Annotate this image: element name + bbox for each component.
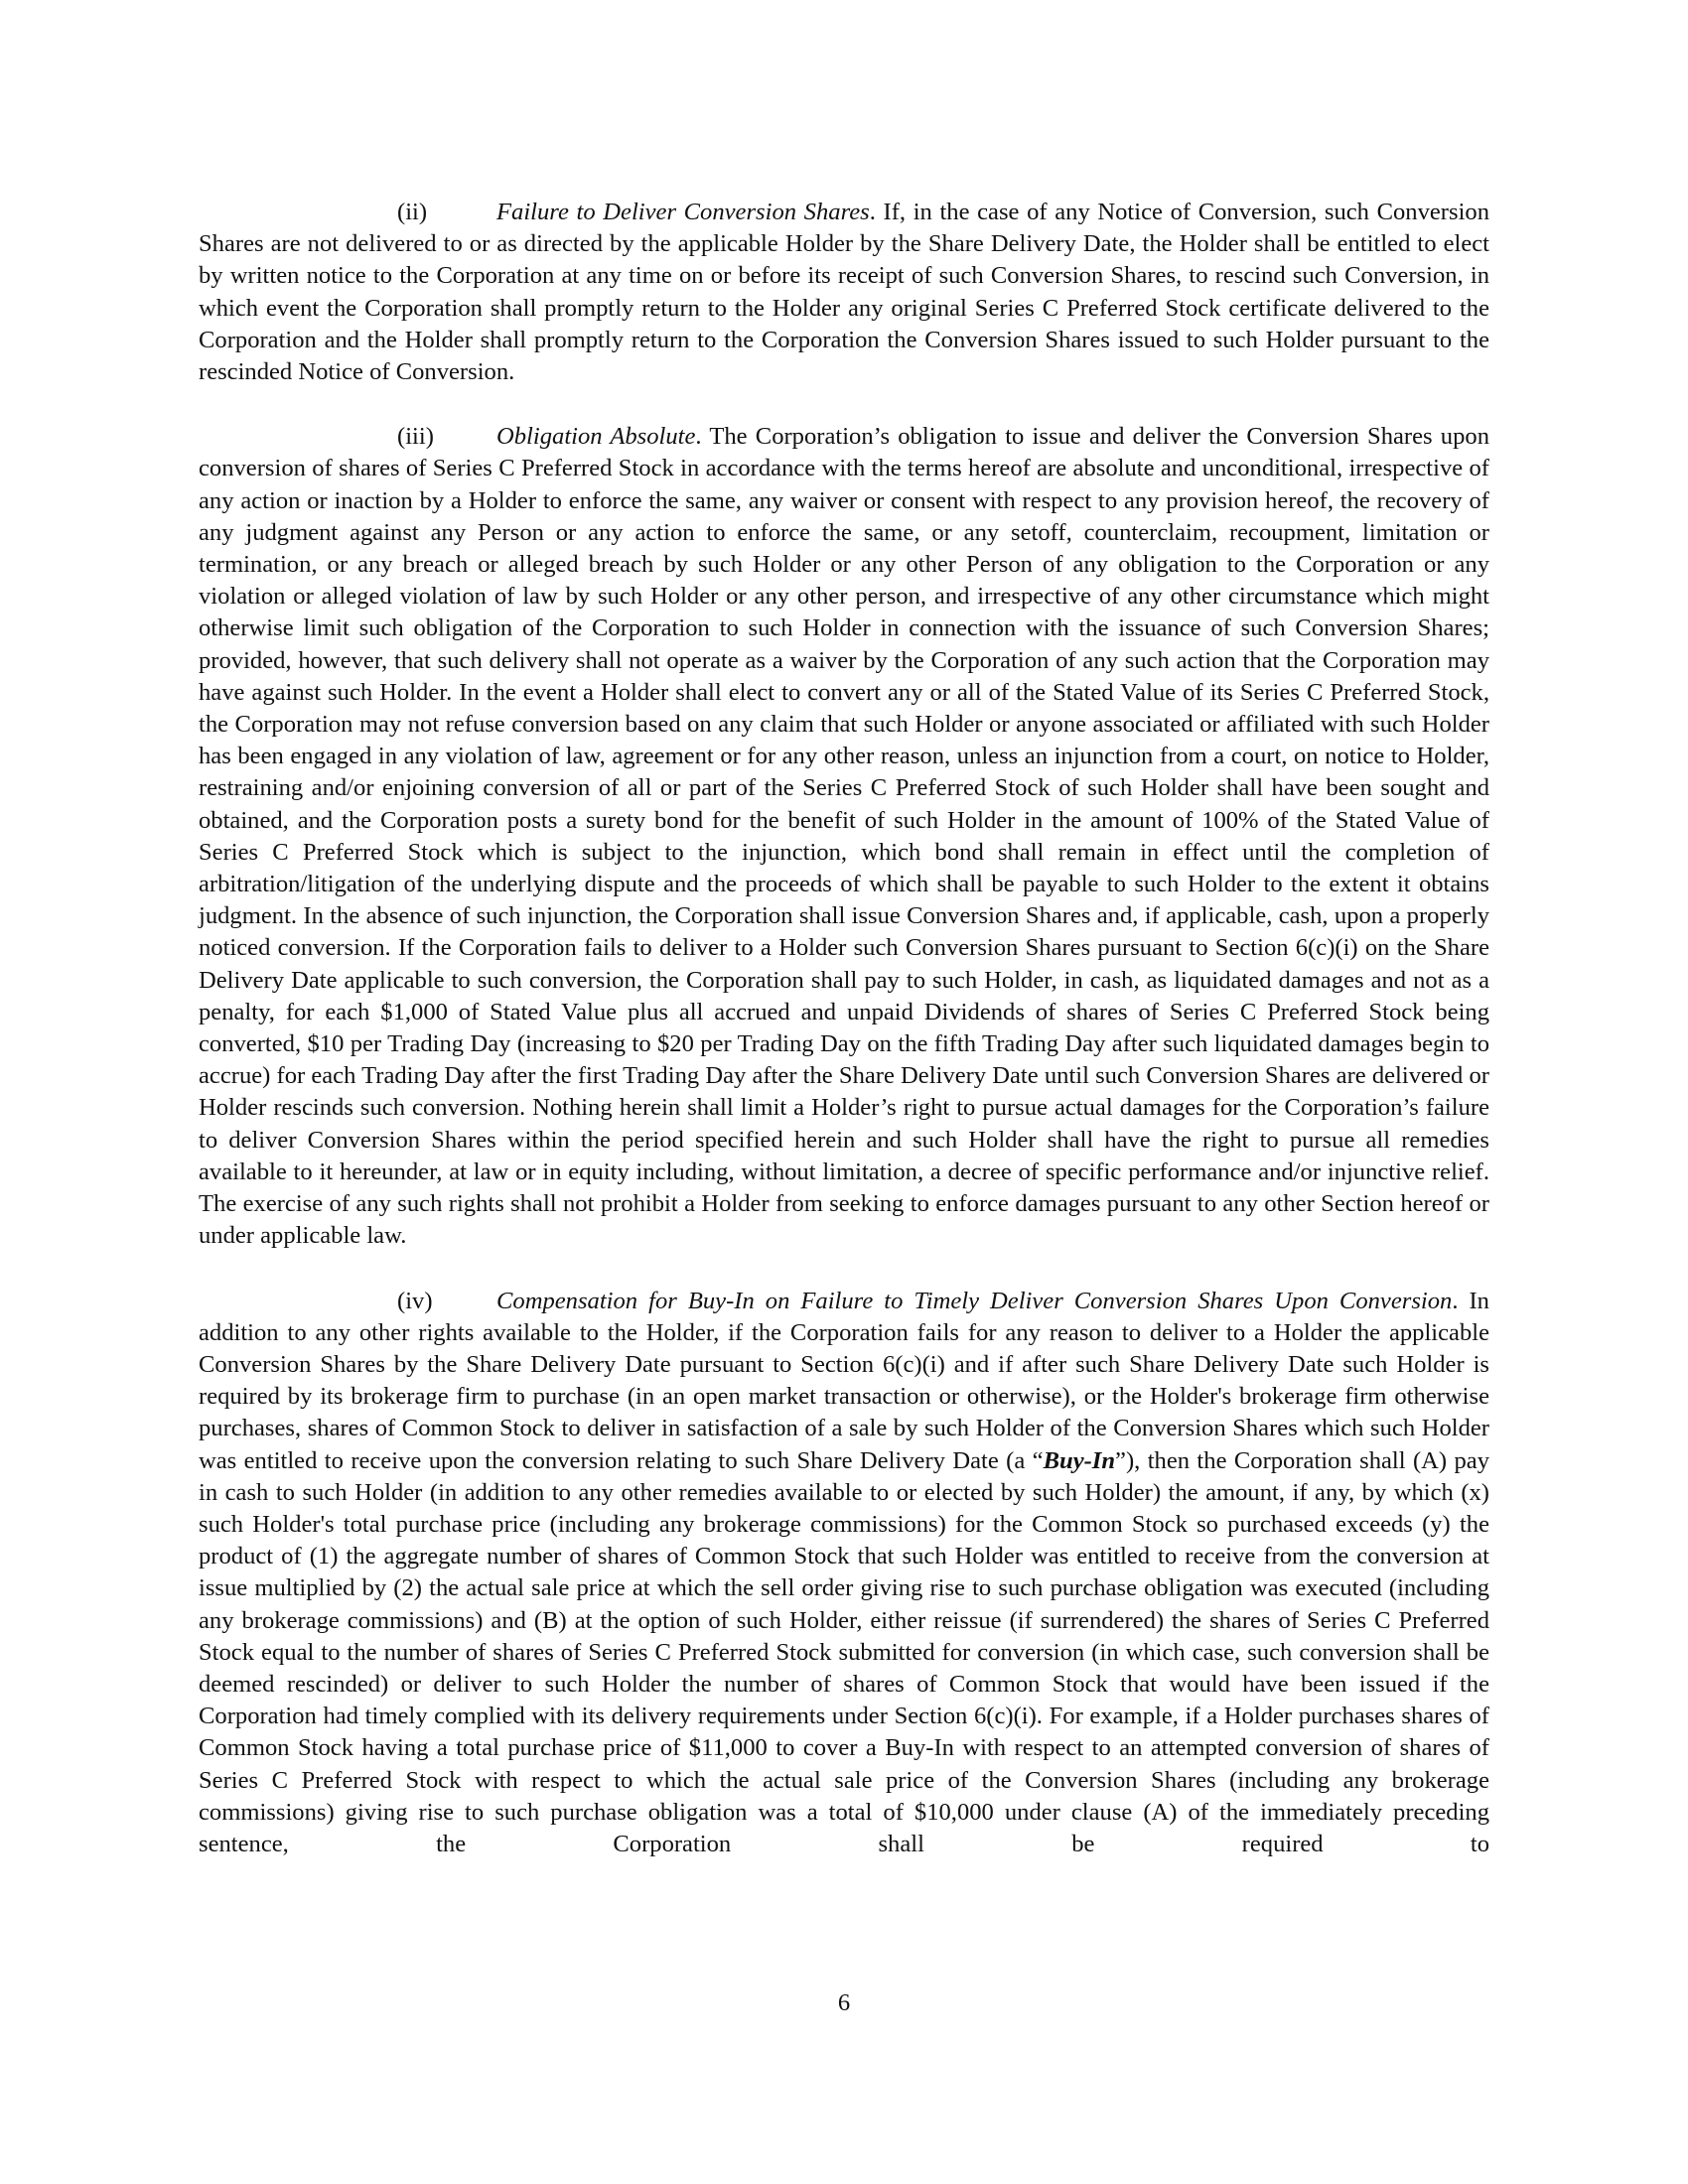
section-iii-paragraph xyxy=(199,421,1489,1252)
section-heading: Compensation for Buy-In on Failure to Timely Deliver Conversion Shares Upon Conversion xyxy=(496,1287,1453,1314)
section-number: (iv) xyxy=(397,1287,433,1314)
section-body: . In addition to any other rights available to the Holder, if the Corporation fails for any reason to deliver to a Holder the applicable Conversion Shares by the Share Delivery Date pursuant to Section 6(c)(i) and if after such Share Delivery Date such Holder is required by its brokerage firm to purchase (in an open market transaction or otherwise), or the Holder's brokerage firm otherwise purchases, shares of Common Stock to deliver in satisfaction of a sale by such Holder of the Conversion Shares which such Holder was entitled to receive upon the conversion relating to such Share Delivery Date (a “ xyxy=(199,1287,1489,1474)
section-number: (ii) xyxy=(397,199,428,225)
section-heading: Failure to Deliver Conversion Shares xyxy=(496,199,870,225)
section-number: (iii) xyxy=(397,423,434,451)
section-iv-paragraph xyxy=(199,1286,1489,1861)
section-body-continued: ”), then the Corporation shall (A) pay in cash to such Holder (in addition to any other remedies available to or elected by such Holder) the amount, if any, by which (x) such Holder's total purchase price (including any brokerage commissions) for the Common Stock so purchased exceeds (y) the product of (1) the aggregate number of shares of Common Stock that such Holder was entitled to receive from the conversion at issue multiplied by (2) the actual sale price at which the sell order giving rise to such purchase obligation was executed (including any brokerage commissions) and (B) at the option of such Holder, either reissue (if surrendered) the shares of Series C Preferred Stock equal to the number of shares of Series C Preferred Stock submitted for conversion (in which case, such conversion shall be deemed rescinded) or deliver to such Holder the number of shares of Common Stock that would have been issued if the Corporation had timely complied with its delivery requirements under Section 6(c)(i). For example, if a Holder purchases shares of Common Stock having a total purchase price of $11,000 to cover a Buy-In with respect to an attempted conversion of shares of Series C Preferred Stock with respect to which the actual sale price of the Conversion Shares (including any brokerage commissions) giving rise to such purchase obligation was a total of $10,000 under clause (A) of the immediately preceding sentence, the Corporation shall be required to xyxy=(199,1446,1490,1857)
document-page xyxy=(199,197,1489,1860)
section-ii-paragraph xyxy=(199,197,1489,388)
section-body: . The Corporation’s obligation to issue and deliver the Conversion Shares upon conversion of shares of Series C Preferred Stock in accordance with the terms hereof are absolute and unconditional, irrespective of any action or inaction by a Holder to enforce the same, any waiver or consent with respect to any provision hereof, the recovery of any judgment against any Person or any action to enforce the same, or any setoff, counterclaim, recoupment, limitation or termination, or any breach or alleged breach by such Holder or any other Person of any obligation to the Corporation or any violation or alleged violation of law by such Holder or any other person, and irrespective of any other circumstance which might otherwise limit such obligation of the Corporation to such Holder in connection with the issuance of such Conversion Shares; provided, however, that such delivery shall not operate as a waiver by the Corporation of any such action that the Corporation may have against such Holder. In the event a Holder shall elect to convert any or all of the Stated Value of its Series C Preferred Stock, the Corporation may not refuse conversion based on any claim that such Holder or anyone associated or affiliated with such Holder has been engaged in any violation of law, agreement or for any other reason, unless an injunction from a court, on notice to Holder, restraining and/or enjoining conversion of all or part of the Series C Preferred Stock of such Holder shall have been sought and obtained, and the Corporation posts a surety bond for the benefit of such Holder in the amount of 100% of the Stated Value of Series C Preferred Stock which is subject to the injunction, which bond shall remain in effect until the completion of arbitration/litigation of the underlying dispute and the proceeds of which shall be payable to such Holder to the extent it obtains judgment. In the absence of such injunction, the Corporation shall issue Conversion Shares and, if applicable, cash, upon a properly noticed conversion. If the Corporation fails to deliver to a Holder such Conversion Shares pursuant to Section 6(c)(i) on the Share Delivery Date applicable to such conversion, the Corporation shall pay to such Holder, in cash, as liquidated damages and not as a penalty, for each $1,000 of Stated Value plus all accrued and unpaid Dividends of shares of Series C Preferred Stock being converted, $10 per Trading Day (increasing to $20 per Trading Day on the fifth Trading Day after such liquidated damages begin to accrue) for each Trading Day after the first Trading Day after the Share Delivery Date until such Conversion Shares are delivered or Holder rescinds such conversion. Nothing herein shall limit a Holder’s right to pursue actual damages for the Corporation’s failure to deliver Conversion Shares within the period specified herein and such Holder shall have the right to pursue all remedies available to it hereunder, at law or in equity including, without limitation, a decree of specific performance and/or injunctive relief. The exercise of any such rights shall not prohibit a Holder from seeking to enforce damages pursuant to any other Section hereof or under applicable law. xyxy=(199,423,1489,1250)
section-body: . If, in the case of any Notice of Conversion, such Conversion Shares are not delivered to or as directed by the applicable Holder by the Share Delivery Date, the Holder shall be entitled to elect by written notice to the Corporation at any time on or before its receipt of such Conversion Shares, to rescind such Conversion, in which event the Corporation shall promptly return to the Holder any original Series C Preferred Stock certificate delivered to the Corporation and the Holder shall promptly return to the Corporation the Conversion Shares issued to such Holder pursuant to the rescinded Notice of Conversion. xyxy=(199,199,1489,386)
section-heading: Obligation Absolute xyxy=(496,423,696,451)
defined-term: Buy-In xyxy=(1043,1446,1116,1474)
page-number: 6 xyxy=(837,1989,851,2016)
